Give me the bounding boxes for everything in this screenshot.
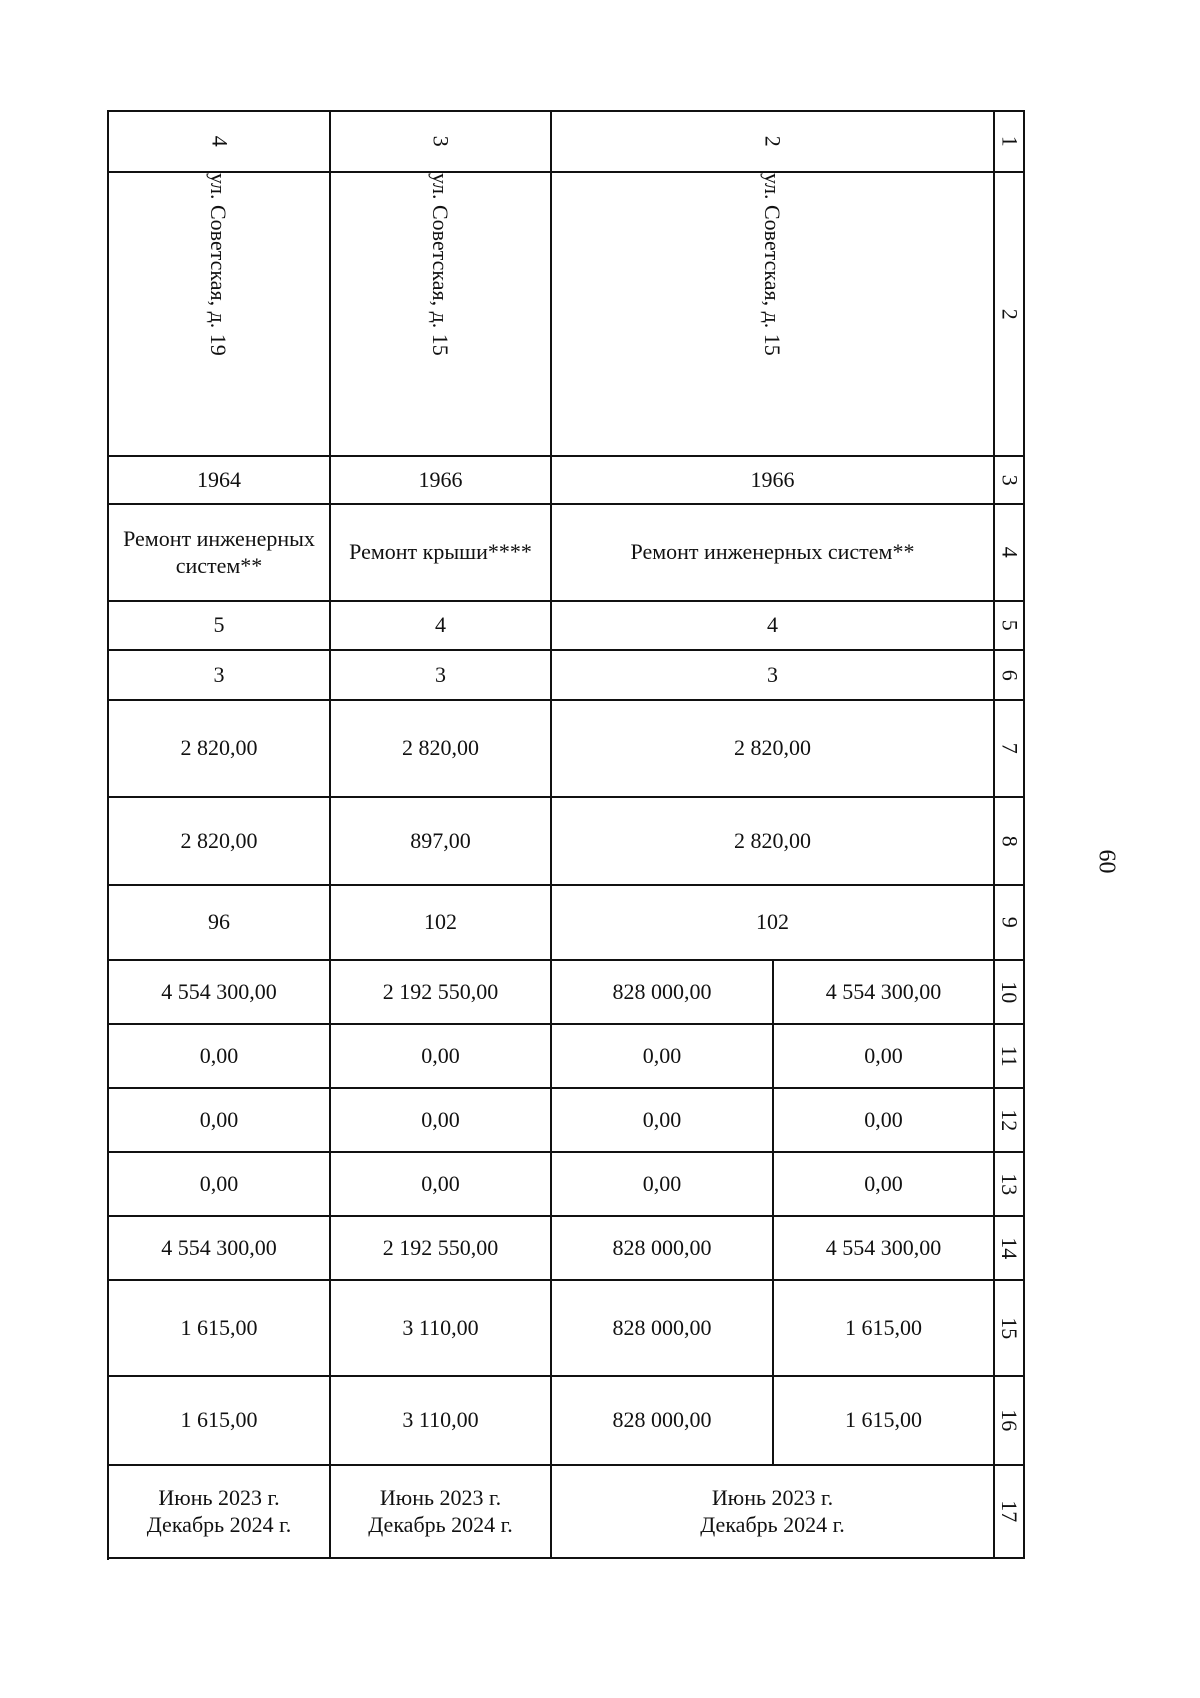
row-index-cell [995, 651, 1025, 701]
value-cell: 4 554 300,00 [109, 1217, 331, 1281]
row-index: 13 [997, 1172, 1023, 1195]
period-cell: Июнь 2023 г. Декабрь 2024 г. [109, 1466, 331, 1559]
value-cell: 0,00 [331, 1025, 552, 1089]
row-index-cell [995, 1281, 1025, 1377]
value-cell: 1 615,00 [109, 1281, 331, 1377]
row-index: 14 [997, 1236, 1023, 1259]
address-cell [331, 173, 552, 457]
column-number-cell [331, 112, 552, 173]
value-cell: 0,00 [109, 1153, 331, 1217]
column-number: 4 [207, 135, 233, 147]
value-cell: 3 110,00 [331, 1281, 552, 1377]
value-cell: 102 [552, 886, 995, 961]
year-cell: 1964 [109, 457, 331, 505]
value-cell: 4 [552, 602, 995, 651]
row-index-cell [995, 505, 1025, 602]
value-cell: 1 615,00 [774, 1377, 995, 1466]
address-cell [552, 173, 995, 457]
row-index-cell [995, 112, 1025, 173]
row-index: 11 [997, 1045, 1023, 1067]
value-cell: 0,00 [774, 1153, 995, 1217]
value-cell: 5 [109, 602, 331, 651]
value-cell: 828 000,00 [552, 1217, 774, 1281]
period-cell: Июнь 2023 г. Декабрь 2024 г. [552, 1466, 995, 1559]
value-cell: 3 [109, 651, 331, 701]
row-index-cell [995, 1089, 1025, 1153]
value-cell: 0,00 [552, 1089, 774, 1153]
register-table [107, 110, 1025, 1560]
value-cell: 4 [331, 602, 552, 651]
row-index-cell [995, 1466, 1025, 1559]
value-cell: 102 [331, 886, 552, 961]
address-text: ул. Советская, д. 15 [759, 173, 785, 356]
value-cell: 2 820,00 [109, 701, 331, 798]
address-cell [109, 173, 331, 457]
value-cell: 0,00 [331, 1089, 552, 1153]
row-index-cell [995, 961, 1025, 1025]
row-index-cell [995, 1025, 1025, 1089]
row-index: 7 [997, 742, 1023, 754]
row-index-cell [995, 886, 1025, 961]
value-cell: 0,00 [109, 1025, 331, 1089]
value-cell: 0,00 [331, 1153, 552, 1217]
column-number-cell [552, 112, 995, 173]
value-cell: 0,00 [774, 1089, 995, 1153]
row-index: 5 [997, 619, 1023, 631]
column-number: 3 [428, 135, 454, 147]
row-index: 16 [997, 1409, 1023, 1432]
row-index-cell [995, 1153, 1025, 1217]
address-text: ул. Советская, д. 19 [206, 173, 231, 356]
work-type-cell: Ремонт инженерных систем** [552, 505, 995, 602]
column-number: 2 [760, 135, 786, 147]
year-cell: 1966 [552, 457, 995, 505]
row-index: 17 [997, 1500, 1023, 1523]
row-index: 4 [997, 546, 1023, 558]
value-cell: 1 615,00 [109, 1377, 331, 1466]
page-number: 60 [1093, 849, 1120, 874]
row-index: 9 [997, 916, 1023, 928]
value-cell: 2 820,00 [109, 798, 331, 886]
value-cell: 0,00 [552, 1153, 774, 1217]
value-cell: 96 [109, 886, 331, 961]
row-index: 3 [997, 474, 1023, 486]
value-cell: 4 554 300,00 [109, 961, 331, 1025]
row-index-cell [995, 1377, 1025, 1466]
period-cell: Июнь 2023 г. Декабрь 2024 г. [331, 1466, 552, 1559]
row-index: 2 [997, 308, 1023, 320]
value-cell: 0,00 [552, 1025, 774, 1089]
value-cell: 4 554 300,00 [774, 1217, 995, 1281]
work-type-cell: Ремонт крыши**** [331, 505, 552, 602]
row-index: 15 [997, 1316, 1023, 1339]
value-cell: 3 [331, 651, 552, 701]
value-cell: 2 820,00 [552, 701, 995, 798]
column-number-cell [109, 112, 331, 173]
row-index: 6 [997, 669, 1023, 681]
row-index-cell [995, 173, 1025, 457]
value-cell: 828 000,00 [552, 1281, 774, 1377]
row-index: 10 [997, 980, 1023, 1003]
row-index-cell [995, 602, 1025, 651]
value-cell: 0,00 [109, 1089, 331, 1153]
row-index-cell [995, 1217, 1025, 1281]
value-cell: 2 820,00 [331, 701, 552, 798]
value-cell: 2 820,00 [552, 798, 995, 886]
row-index: 8 [997, 835, 1023, 847]
row-index-cell [995, 457, 1025, 505]
address-text: ул. Советская, д. 15 [427, 173, 453, 356]
value-cell: 828 000,00 [552, 1377, 774, 1466]
value-cell: 3 110,00 [331, 1377, 552, 1466]
value-cell: 2 192 550,00 [331, 961, 552, 1025]
year-cell: 1966 [331, 457, 552, 505]
work-type-cell: Ремонт инженерных систем** [109, 505, 331, 602]
row-index: 12 [997, 1108, 1023, 1131]
value-cell: 2 192 550,00 [331, 1217, 552, 1281]
value-cell: 897,00 [331, 798, 552, 886]
row-index: 1 [997, 135, 1023, 147]
value-cell: 3 [552, 651, 995, 701]
value-cell: 4 554 300,00 [774, 961, 995, 1025]
row-index-cell [995, 798, 1025, 886]
value-cell: 1 615,00 [774, 1281, 995, 1377]
row-index-cell [995, 701, 1025, 798]
value-cell: 0,00 [774, 1025, 995, 1089]
value-cell: 828 000,00 [552, 961, 774, 1025]
